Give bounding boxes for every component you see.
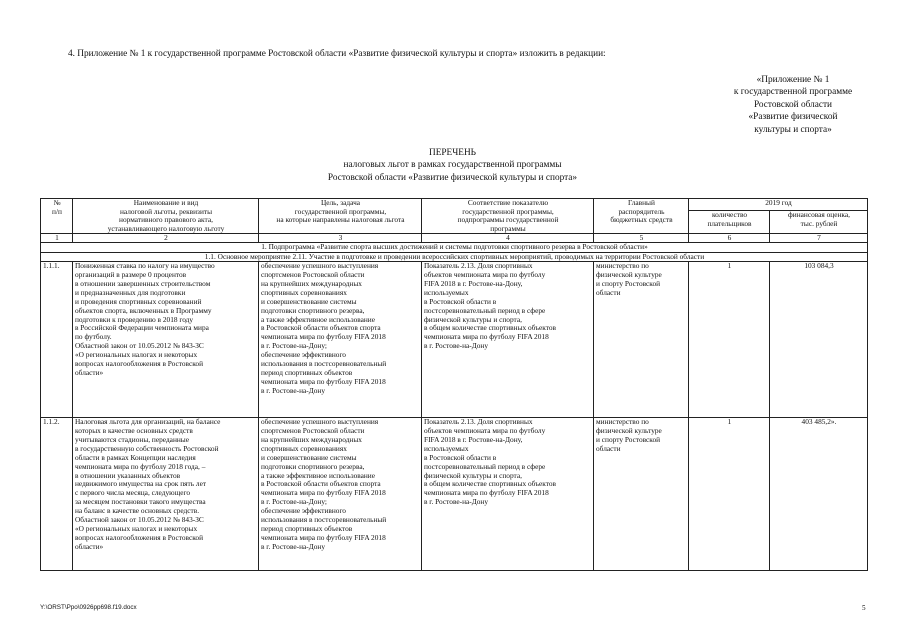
column-number: 3 — [259, 234, 422, 243]
column-number: 7 — [770, 234, 868, 243]
header-estimate: финансовая оценка, тыс. рублей — [770, 211, 868, 234]
main-event-title: 1.1. Основное мероприятие 2.11. Участие в подготовке и проведении всероссийских спортивных мероприятий, проводимых на территории Ростовской области — [41, 252, 868, 261]
heading-title: ПЕРЕЧЕНЬ — [428, 148, 476, 158]
header-admin: Главный распорядитель бюджетных средств — [594, 199, 689, 234]
header-goal: Цель, задача государственной программы, на которые направлены налоговая льгота — [259, 199, 422, 234]
column-number-row — [41, 234, 868, 243]
benefit-indicator: Показатель 2.13. Доля спортивных объектов чемпионата мира по футболу FIFA 2018 в г. Ростове-на-Дону, используемых в Ростовской области в постсоревновательный период в сфере физической культуры и спорта, в общем количестве спортивных объектов чемпионата мира по футболу FIFA 2018 в г. Ростове-на-Дону — [422, 417, 594, 570]
appendix-line: к государственной программе — [733, 87, 853, 98]
row-number: 1.1.1. — [41, 261, 73, 417]
benefit-estimate: 103 084,3 — [770, 261, 868, 417]
benefit-name: Пониженная ставка по налогу на имущество организаций в размере 0 процентов в отношении завершенных строительством и предназначенных для подготовки и проведения спортивных соревнований объектов спорта, включенных в Программу подготовки к проведению в 2018 году в Российской Федерации чемпионата мира по футболу. Областной закон от 10.05.2012 № 843-ЗС «О региональных налогах и некоторых вопросах налогообложения в Ростовской области» — [73, 261, 259, 417]
subprogram-row — [41, 243, 868, 252]
appendix-reference — [688, 74, 898, 136]
benefit-payers: 1 — [689, 417, 770, 570]
benefit-name: Налоговая льгота для организаций, на балансе которых в качестве основных средств учитываются стадионы, переданные в государственную собственность Ростовской области в рамках Концепции наследия чемпионата мира по футболу 2018 года, – в отношении указанных объектов недвижимого имущества на срок пять лет с первого числа месяца, следующего за месяцем постановки такого имущества на баланс в качестве основных средств. Областной закон от 10.05.2012 № 843-ЗС «О региональных налогах и некоторых вопросах налогообложения в Ростовской области» — [73, 417, 259, 570]
tax-benefits-table — [40, 198, 868, 571]
table-header-row — [41, 199, 868, 211]
column-number: 4 — [422, 234, 594, 243]
appendix-line: культуры и спорта» — [754, 124, 832, 135]
header-indicator: Соответствие показателю государственной программы, подпрограммы государственной программы — [422, 199, 594, 234]
document-heading — [0, 147, 905, 184]
benefit-estimate: 403 485,2». — [770, 417, 868, 570]
heading-subtitle: Ростовской области «Развитие физической культуры и спорта» — [327, 172, 578, 183]
appendix-line: «Развитие физической — [748, 112, 838, 123]
page-number: 5 — [862, 604, 866, 612]
appendix-line: «Приложение № 1 — [756, 75, 830, 85]
header-name: Наименование и вид налоговой льготы, реквизиты нормативного правового акта, устанавливающего налоговую льготу — [73, 199, 259, 234]
row-number: 1.1.2. — [41, 417, 73, 570]
benefit-goal: обеспечение успешного выступления спортсменов Ростовской области на крупнейших международных спортивных соревнованиях и совершенствование системы подготовки спортивного резерва, а также эффективное использование в Ростовской области объектов спорта чемпионата мира по футболу FIFA 2018 в г. Ростове-на-Дону; обеспечение эффективного использования в постсоревновательный период спортивных объектов чемпионата мира по футболу FIFA 2018 в г. Ростове-на-Дону — [259, 261, 422, 417]
header-num: № п/п — [41, 199, 73, 234]
column-number: 2 — [73, 234, 259, 243]
header-payers: количество плательщиков — [689, 211, 770, 234]
column-number: 6 — [689, 234, 770, 243]
benefit-payers: 1 — [689, 261, 770, 417]
benefit-indicator: Показатель 2.13. Доля спортивных объектов чемпионата мира по футболу FIFA 2018 в г. Ростове-на-Дону, используемых в Ростовской области в постсоревновательный период в сфере физической культуры и спорта, в общем количестве спортивных объектов чемпионата мира по футболу FIFA 2018 в г. Ростове-на-Дону — [422, 261, 594, 417]
benefit-admin: министерство по физической культуре и спорту Ростовской области — [594, 261, 689, 417]
main-event-row — [41, 252, 868, 261]
appendix-line: Ростовской области — [753, 99, 833, 110]
benefit-goal: обеспечение успешного выступления спортсменов Ростовской области на крупнейших международных спортивных соревнованиях и совершенствование системы подготовки спортивного резерва, а также эффективное использование в Ростовской области объектов спорта чемпионата мира по футболу FIFA 2018 в г. Ростове-на-Дону; обеспечение эффективного использования в постсоревновательный период спортивных объектов чемпионата мира по футболу FIFA 2018 в г. Ростове-на-Дону — [259, 417, 422, 570]
benefit-admin: министерство по физической культуре и спорту Ростовской области — [594, 417, 689, 570]
heading-subtitle: налоговых льгот в рамках государственной программы — [343, 160, 562, 171]
intro-paragraph: 4. Приложение № 1 к государственной программе Ростовской области «Развитие физической культуры и спорта» изложить в редакции: — [68, 49, 606, 59]
table-row — [41, 417, 868, 570]
column-number: 5 — [594, 234, 689, 243]
file-path-footer: Y:\ORST\Ppo\0926pp698.f19.docx — [40, 604, 137, 611]
table-row — [41, 261, 868, 417]
subprogram-title: 1. Подпрограмма «Развитие спорта высших достижений и системы подготовки спортивного резерва в Ростовской области» — [41, 243, 868, 252]
column-number: 1 — [41, 234, 73, 243]
header-year: 2019 год — [689, 199, 868, 211]
